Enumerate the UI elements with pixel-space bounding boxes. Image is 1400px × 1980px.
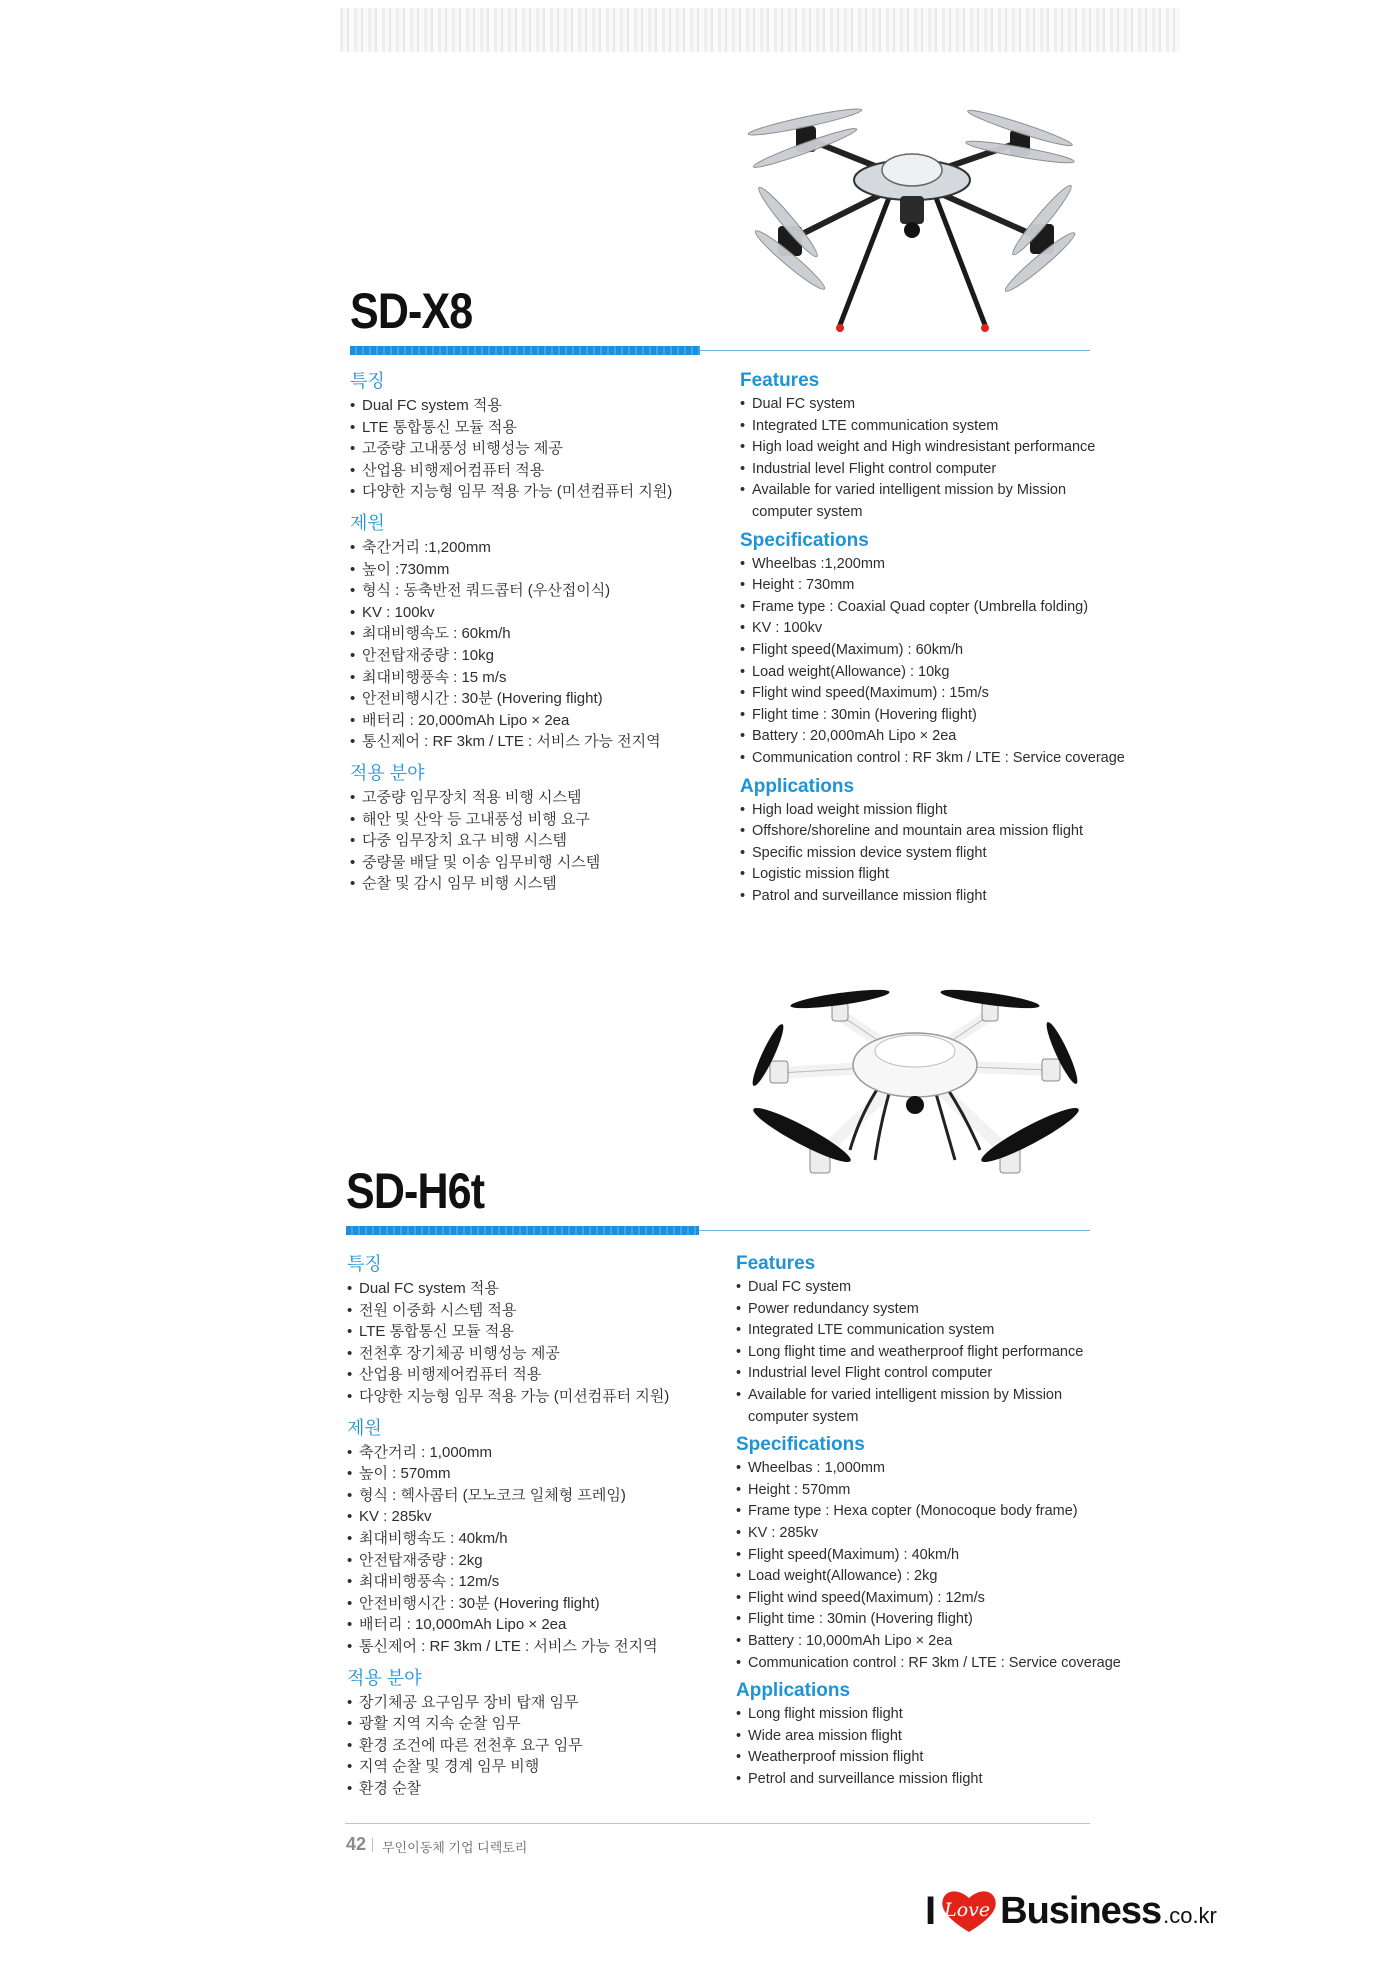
model-title: SD-H6t bbox=[346, 1163, 485, 1219]
list-item: • Long flight time and weatherproof flight performance bbox=[736, 1342, 1096, 1364]
list-item: • 통신제어 : RF 3km / LTE : 서비스 가능 전지역 bbox=[347, 1636, 707, 1658]
applications-list-en bbox=[736, 1704, 1096, 1790]
list-item: • 통신제어 : RF 3km / LTE : 서비스 가능 전지역 bbox=[350, 731, 710, 753]
list-item: • High load weight and High windresistant performance bbox=[740, 437, 1100, 459]
specs-heading-en: Specifications bbox=[736, 1434, 865, 1456]
list-item: • 안전탑재중량 : 2kg bbox=[347, 1550, 707, 1572]
korean-column bbox=[347, 1250, 707, 1805]
list-item: • 다양한 지능형 임무 적용 가능 (미션컴퓨터 지원) bbox=[350, 481, 710, 503]
list-item: • Height : 570mm bbox=[736, 1480, 1096, 1502]
list-item: • Flight wind speed(Maximum) : 15m/s bbox=[740, 683, 1100, 705]
list-item: • 광활 지역 지속 순찰 임무 bbox=[347, 1713, 707, 1735]
drone-sd-h6t-image bbox=[740, 985, 1090, 1205]
list-item: • Flight time : 30min (Hovering flight) bbox=[740, 705, 1100, 727]
features-heading-ko: 특징 bbox=[347, 1254, 382, 1274]
list-item: • 높이 :730mm bbox=[350, 559, 710, 581]
list-item-continuation: computer system bbox=[748, 1408, 859, 1425]
list-item: • Flight speed(Maximum) : 60km/h bbox=[740, 640, 1100, 662]
list-item: • Dual FC system bbox=[740, 394, 1100, 416]
list-item: • Dual FC system 적용 bbox=[347, 1278, 707, 1300]
title-rule bbox=[346, 1226, 699, 1235]
list-item: • Industrial level Flight control computer bbox=[736, 1363, 1096, 1385]
specs-list-en bbox=[736, 1458, 1121, 1674]
list-item: • Available for varied intelligent mission by Mission bbox=[740, 480, 1100, 502]
list-item: • Flight time : 30min (Hovering flight) bbox=[736, 1609, 1096, 1631]
applications-heading-en: Applications bbox=[736, 1680, 851, 1702]
specs-list-ko bbox=[347, 1442, 707, 1658]
list-item: • Communication control : RF 3km / LTE : Service coverage bbox=[740, 748, 1100, 770]
list-item: • Integrated LTE communication system bbox=[736, 1320, 1096, 1342]
heart-icon bbox=[940, 1888, 998, 1934]
brand-love: Love bbox=[944, 1899, 991, 1921]
list-item: • 배터리 : 20,000mAh Lipo × 2ea bbox=[350, 710, 710, 732]
list-item: • KV : 285kv bbox=[347, 1506, 707, 1528]
list-item: • 안전비행시간 : 30분 (Hovering flight) bbox=[347, 1593, 707, 1615]
list-item: • 최대비행속도 : 60km/h bbox=[350, 623, 710, 645]
list-item: • Industrial level Flight control computer bbox=[740, 459, 1100, 481]
applications-list-ko bbox=[347, 1692, 707, 1800]
list-item: • LTE 통합통신 모듈 적용 bbox=[347, 1321, 707, 1343]
list-item: • 산업용 비행제어컴퓨터 적용 bbox=[347, 1364, 707, 1386]
list-item: • KV : 285kv bbox=[736, 1523, 1096, 1545]
features-heading-ko: 특징 bbox=[350, 371, 385, 391]
english-column bbox=[736, 1253, 1121, 1796]
list-item: • 순찰 및 감시 임무 비행 시스템 bbox=[350, 873, 710, 895]
list-item: • 고중량 고내풍성 비행성능 제공 bbox=[350, 438, 710, 460]
list-item: • 장기체공 요구임무 장비 탑재 임무 bbox=[347, 1692, 707, 1714]
list-item: • 환경 순찰 bbox=[347, 1778, 707, 1800]
list-item-continuation: computer system bbox=[752, 503, 863, 520]
list-item: • 축간거리 :1,200mm bbox=[350, 537, 710, 559]
list-item: • 배터리 : 10,000mAh Lipo × 2ea bbox=[347, 1614, 707, 1636]
list-item: • Petrol and surveillance mission flight bbox=[736, 1769, 1096, 1791]
list-item: • 전천후 장기체공 비행성능 제공 bbox=[347, 1343, 707, 1365]
brand-domain: .co.kr bbox=[1163, 1903, 1217, 1928]
list-item: • Available for varied intelligent mission by Mission bbox=[736, 1385, 1096, 1407]
list-item: • 전원 이중화 시스템 적용 bbox=[347, 1300, 707, 1322]
features-list-ko bbox=[347, 1278, 707, 1408]
footer-separator bbox=[372, 1838, 373, 1852]
list-item: • Logistic mission flight bbox=[740, 864, 1100, 886]
list-item: • Dual FC system bbox=[736, 1277, 1096, 1299]
list-item: • Load weight(Allowance) : 2kg bbox=[736, 1566, 1096, 1588]
list-item: • 축간거리 : 1,000mm bbox=[347, 1442, 707, 1464]
page-number: 42 bbox=[346, 1834, 367, 1854]
applications-heading-en: Applications bbox=[740, 775, 855, 797]
list-item: • 다중 임무장치 요구 비행 시스템 bbox=[350, 830, 710, 852]
list-item: • 최대비행풍속 : 15 m/s bbox=[350, 667, 710, 689]
brand-i: I bbox=[925, 1888, 937, 1933]
list-item: • Patrol and surveillance mission flight bbox=[740, 886, 1100, 908]
applications-heading-ko: 적용 분야 bbox=[347, 1667, 422, 1688]
features-heading-en: Features bbox=[736, 1253, 816, 1274]
list-item: • 형식 : 동축반전 쿼드콥터 (우산접이식) bbox=[350, 580, 710, 602]
list-item: • Specific mission device system flight bbox=[740, 843, 1100, 865]
list-item: • High load weight mission flight bbox=[740, 800, 1100, 822]
list-item: • Weatherproof mission flight bbox=[736, 1747, 1096, 1769]
list-item: • Communication control : RF 3km / LTE : Service coverage bbox=[736, 1653, 1096, 1675]
title-rule-thin bbox=[699, 1230, 1090, 1231]
list-item: • Long flight mission flight bbox=[736, 1704, 1096, 1726]
list-item: • 산업용 비행제어컴퓨터 적용 bbox=[350, 460, 710, 482]
list-item: • Power redundancy system bbox=[736, 1299, 1096, 1321]
model-title: SD-X8 bbox=[350, 283, 473, 339]
list-item: • KV : 100kv bbox=[350, 602, 710, 624]
features-list-en bbox=[736, 1277, 1096, 1428]
footer-rule bbox=[345, 1823, 1090, 1824]
list-item: • 환경 조건에 따른 전천후 요구 임무 bbox=[347, 1735, 707, 1757]
list-item: • Height : 730mm bbox=[740, 575, 1100, 597]
list-item: • 형식 : 헥사콥터 (모노코크 일체형 프레임) bbox=[347, 1485, 707, 1507]
list-item: • 지역 순찰 및 경계 임무 비행 bbox=[347, 1756, 707, 1778]
list-item: • 안전탑재중량 : 10kg bbox=[350, 645, 710, 667]
list-item: • Load weight(Allowance) : 10kg bbox=[740, 662, 1100, 684]
list-item: • 안전비행시간 : 30분 (Hovering flight) bbox=[350, 688, 710, 710]
list-item: • Flight speed(Maximum) : 40km/h bbox=[736, 1545, 1096, 1567]
list-item: • Wide area mission flight bbox=[736, 1726, 1096, 1748]
list-item: • 최대비행속도 : 40km/h bbox=[347, 1528, 707, 1550]
applications-heading-ko: 적용 분야 bbox=[350, 762, 425, 783]
list-item: • Wheelbas : 1,000mm bbox=[736, 1458, 1096, 1480]
list-item: • Battery : 20,000mAh Lipo × 2ea bbox=[740, 726, 1100, 748]
specs-heading-ko: 제원 bbox=[350, 512, 385, 533]
list-item: • Offshore/shoreline and mountain area mission flight bbox=[740, 821, 1100, 843]
list-item: • Battery : 10,000mAh Lipo × 2ea bbox=[736, 1631, 1096, 1653]
specs-heading-ko: 제원 bbox=[347, 1417, 382, 1438]
list-item: • 다양한 지능형 임무 적용 가능 (미션컴퓨터 지원) bbox=[347, 1386, 707, 1408]
list-item: • KV : 100kv bbox=[740, 618, 1100, 640]
list-item: • 최대비행풍속 : 12m/s bbox=[347, 1571, 707, 1593]
list-item: • LTE 통합통신 모듈 적용 bbox=[350, 417, 710, 439]
specs-heading-en: Specifications bbox=[740, 529, 869, 551]
publication-title: 무인이동체 기업 디렉토리 bbox=[382, 1840, 528, 1855]
list-item: • 고중량 임무장치 적용 비행 시스템 bbox=[350, 787, 710, 809]
list-item: • Flight wind speed(Maximum) : 12m/s bbox=[736, 1588, 1096, 1610]
list-item: • Wheelbas :1,200mm bbox=[740, 554, 1100, 576]
brand-logo bbox=[925, 1888, 1217, 1934]
list-item: • 중량물 배달 및 이송 임무비행 시스템 bbox=[350, 852, 710, 874]
list-item: • Frame type : Coaxial Quad copter (Umbrella folding) bbox=[740, 597, 1100, 619]
list-item: • Dual FC system 적용 bbox=[350, 395, 710, 417]
list-item: • Frame type : Hexa copter (Monocoque body frame) bbox=[736, 1501, 1096, 1523]
brand-business: Business bbox=[1000, 1889, 1162, 1932]
list-item: • Integrated LTE communication system bbox=[740, 416, 1100, 438]
list-item: • 해안 및 산악 등 고내풍성 비행 요구 bbox=[350, 809, 710, 831]
features-heading-en: Features bbox=[740, 370, 820, 391]
list-item: • 높이 : 570mm bbox=[347, 1463, 707, 1485]
